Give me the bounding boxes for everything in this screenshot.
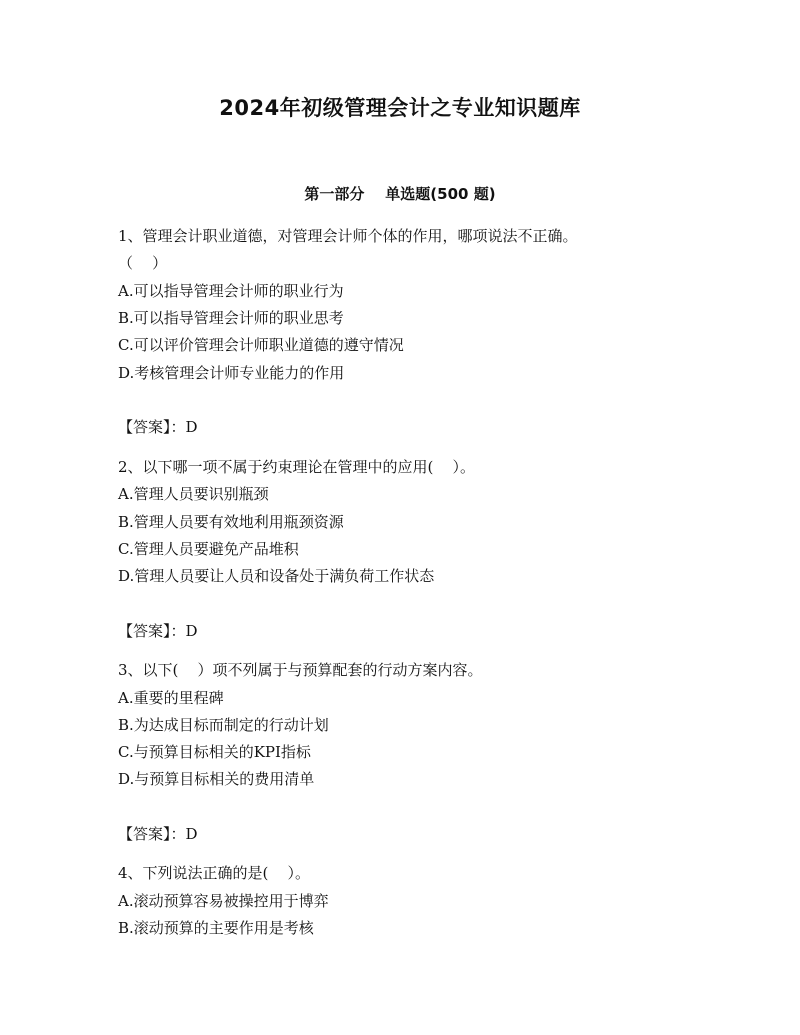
question-1-stem-cont: （ ） bbox=[118, 254, 168, 272]
question-1-option-c: C.可以评价管理会计师职业道德的遵守情况 bbox=[118, 336, 404, 354]
document-title: 2024年初级管理会计之专业知识题库 bbox=[219, 96, 581, 120]
question-2-answer: 【答案】：D bbox=[118, 622, 198, 640]
question-2-option-c: C.管理人员要避免产品堆积 bbox=[118, 540, 299, 558]
question-1-stem: 1、管理会计职业道德，对管理会计师个体的作用，哪项说法不正确。 bbox=[118, 227, 578, 245]
section-title: 第一部分 单选题(500 题) bbox=[304, 185, 496, 203]
question-4-option-b: B.滚动预算的主要作用是考核 bbox=[118, 919, 314, 937]
question-1-option-a: A.可以指导管理会计师的职业行为 bbox=[118, 282, 344, 300]
question-1-option-b: B.可以指导管理会计师的职业思考 bbox=[118, 309, 344, 327]
question-2-option-b: B.管理人员要有效地利用瓶颈资源 bbox=[118, 513, 344, 531]
question-4-stem: 4、下列说法正确的是( ）。 bbox=[118, 864, 310, 882]
question-3-option-d: D.与预算目标相关的费用清单 bbox=[118, 770, 315, 788]
question-2-option-d: D.管理人员要让人员和设备处于满负荷工作状态 bbox=[118, 567, 435, 585]
question-3-option-b: B.为达成目标而制定的行动计划 bbox=[118, 716, 329, 734]
question-2-option-a: A.管理人员要识别瓶颈 bbox=[118, 485, 269, 503]
question-1-answer: 【答案】：D bbox=[118, 418, 198, 436]
question-3-option-c: C.与预算目标相关的KPI指标 bbox=[118, 743, 311, 761]
question-1-option-d: D.考核管理会计师专业能力的作用 bbox=[118, 364, 345, 382]
question-3-option-a: A.重要的里程碑 bbox=[118, 689, 224, 707]
question-4-option-a: A.滚动预算容易被操控用于博弈 bbox=[118, 892, 329, 910]
question-3-stem: 3、以下( ）项不列属于与预算配套的行动方案内容。 bbox=[118, 661, 483, 679]
question-3-answer: 【答案】：D bbox=[118, 825, 198, 843]
question-2-stem: 2、以下哪一项不属于约束理论在管理中的应用( ）。 bbox=[118, 458, 475, 476]
